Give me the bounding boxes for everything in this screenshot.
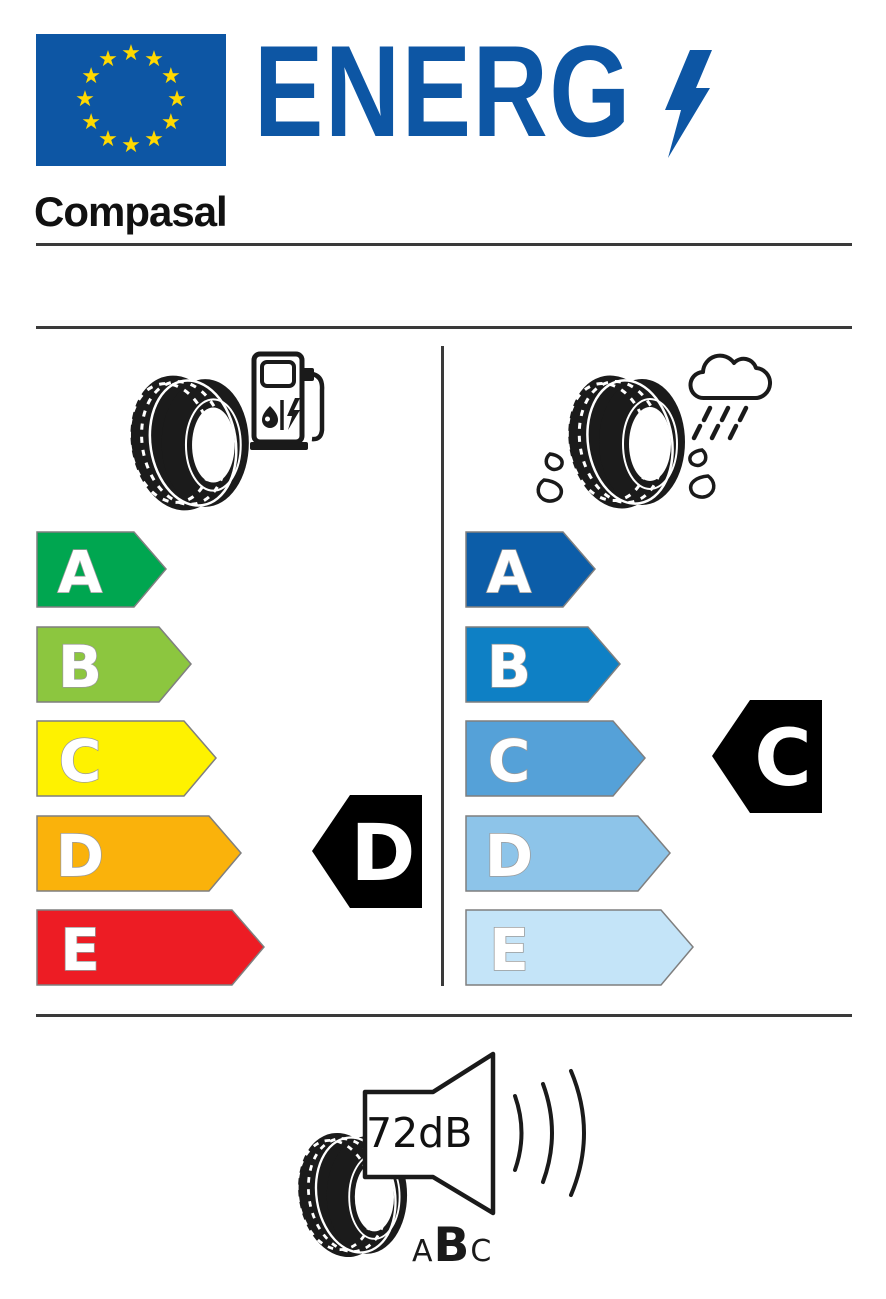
eu-star-icon: ★ xyxy=(160,64,181,89)
eu-star-icon: ★ xyxy=(144,126,164,152)
energ-logo-text: ENERG xyxy=(254,18,632,164)
svg-text:E: E xyxy=(60,916,100,984)
eu-star-icon: ★ xyxy=(75,87,95,112)
divider-line-middle xyxy=(36,326,852,329)
svg-text:A: A xyxy=(486,538,532,606)
svg-text:C: C xyxy=(487,727,531,795)
svg-text:B: B xyxy=(486,633,532,701)
noise-level-value: 72dB xyxy=(366,1109,473,1157)
sound-waves-icon xyxy=(507,1058,597,1208)
scale-arrow-b xyxy=(36,626,193,703)
rain-cloud-icon xyxy=(680,346,780,452)
scale-arrow-d xyxy=(36,815,243,892)
noise-class-b-selected: B xyxy=(433,1218,470,1273)
tire-icon xyxy=(128,372,250,514)
wet-grip-rating-arrow xyxy=(711,699,823,818)
eu-star-icon: ★ xyxy=(121,133,141,158)
brand-name: Compasal xyxy=(34,188,227,235)
divider-line-bottom xyxy=(36,1014,852,1017)
scale-arrow-a xyxy=(465,531,597,608)
scale-arrow-c xyxy=(36,720,218,797)
noise-class-indicator xyxy=(412,1218,492,1273)
scale-arrow-d xyxy=(465,815,672,892)
eu-star-icon: ★ xyxy=(160,110,181,135)
scale-arrow-c xyxy=(465,720,647,797)
lightning-bolt-icon xyxy=(660,50,712,158)
eu-star-icon: ★ xyxy=(144,47,164,73)
svg-text:A: A xyxy=(57,538,103,606)
noise-class-a: A xyxy=(412,1234,433,1269)
svg-text:D: D xyxy=(55,822,105,890)
column-divider-line xyxy=(441,346,444,986)
scale-arrow-e xyxy=(465,909,695,986)
eu-flag-icon xyxy=(36,34,226,166)
eu-star-icon: ★ xyxy=(81,110,102,135)
eu-star-icon: ★ xyxy=(98,126,118,152)
scale-arrow-e xyxy=(36,909,266,986)
fuel-pump-icon xyxy=(250,350,326,454)
eu-star-icon: ★ xyxy=(121,41,141,66)
svg-text:C: C xyxy=(58,727,102,795)
svg-text:D: D xyxy=(350,809,416,899)
eu-star-icon: ★ xyxy=(98,47,118,73)
svg-text:B: B xyxy=(57,633,103,701)
divider-line-top xyxy=(36,243,852,246)
noise-class-c: C xyxy=(470,1234,492,1269)
svg-text:D: D xyxy=(484,822,534,890)
eu-star-icon: ★ xyxy=(81,64,102,89)
svg-text:C: C xyxy=(754,714,812,804)
svg-text:E: E xyxy=(489,916,529,984)
scale-arrow-a xyxy=(36,531,168,608)
scale-arrow-b xyxy=(465,626,622,703)
eu-star-icon: ★ xyxy=(167,87,187,112)
fuel-efficiency-rating-arrow xyxy=(311,794,423,913)
